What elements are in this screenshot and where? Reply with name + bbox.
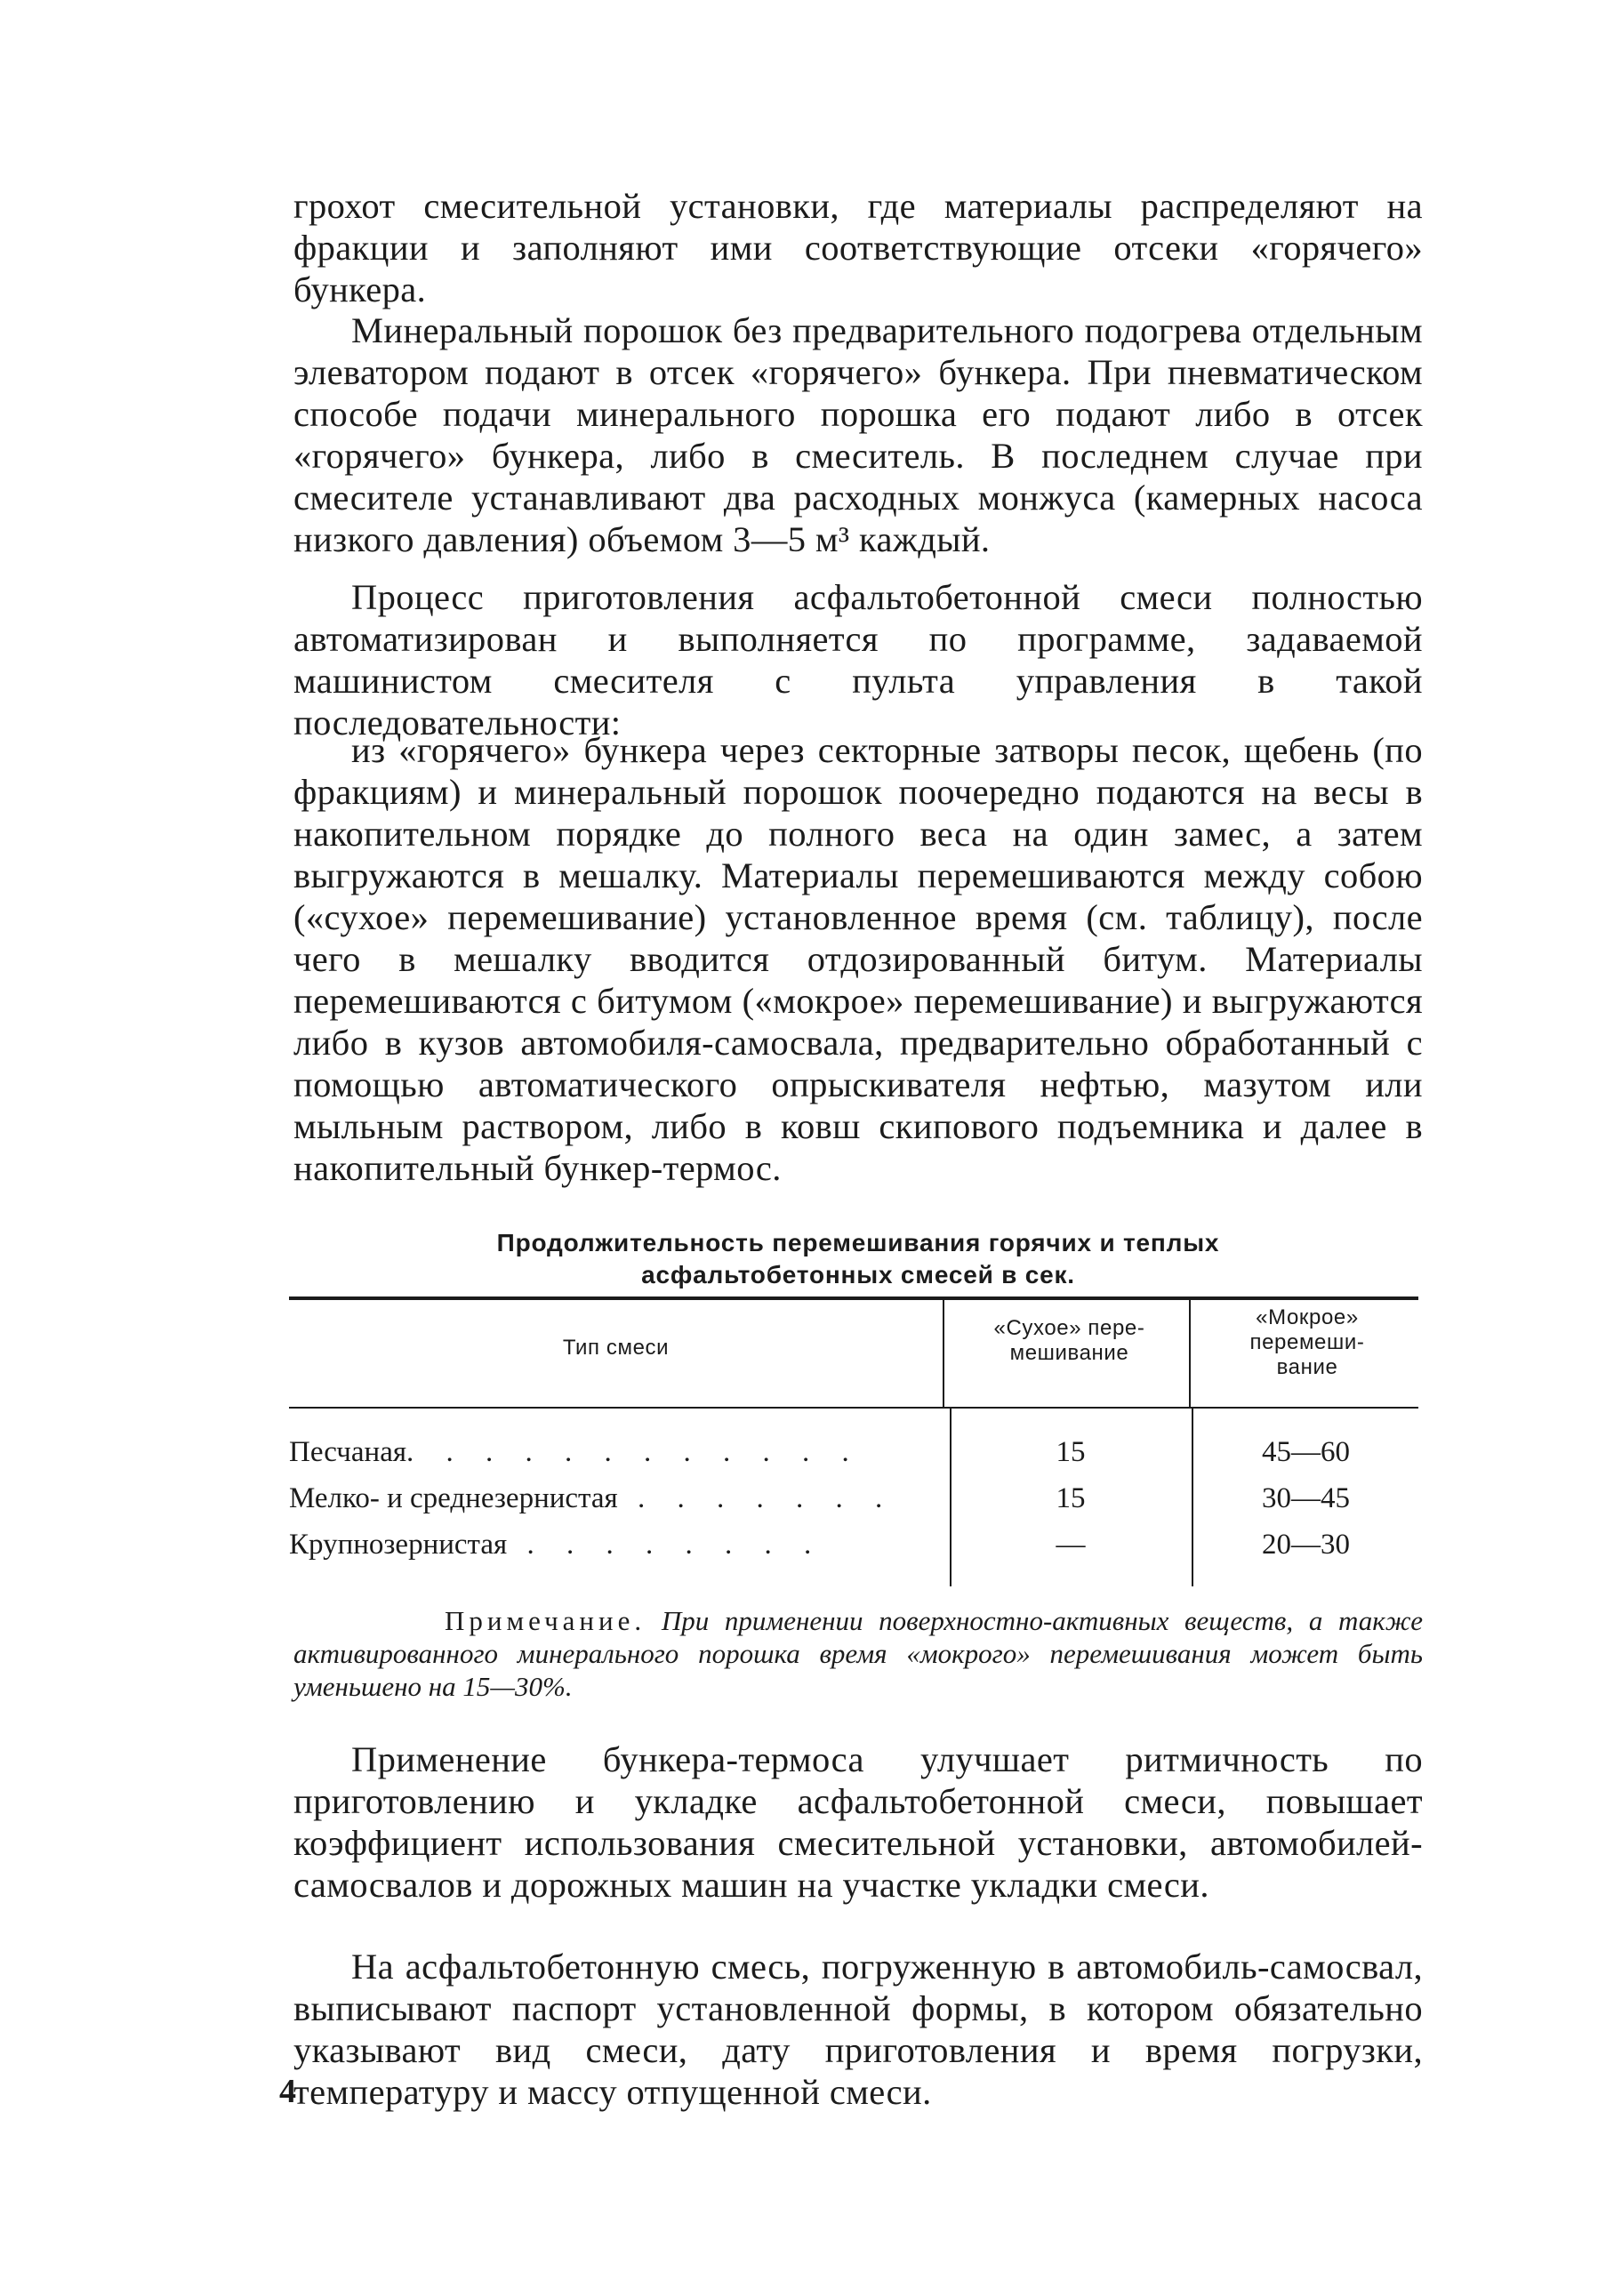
paragraph-passport: На асфальтобетонную смесь, погруженную в автомобиль-самосвал, выписывают паспорт установленной формы, в котором обязательно указывают вид смеси, дату приготовления и время погрузки, температуру и массу отпущенной смеси. xyxy=(293,1947,1423,2112)
table-caption xyxy=(293,1227,1423,1291)
table-row xyxy=(289,1476,1418,1521)
paragraph-mineral-powder: Минеральный порошок без предварительного подогрева отдельным элеватором подают в отсек «горячего» бункера. При пневматическом способе подачи минерального порошка его подают либо в отсек «горячего» бункера, либо в смеситель. В последнем случае при смесителе устанавливают два расходных монжуса (камерных насоса низкого давления) объемом 3—5 м³ каждый. xyxy=(293,310,1423,559)
header-wet-mixing xyxy=(1196,1305,1418,1380)
paragraph-process: Процесс приготовления асфальтобетонной смеси полностью автоматизирован и выполняется по программе, задаваемой машинистом смесителя с пульта управления в такой последовательности: xyxy=(293,577,1423,743)
cell-wet-time: 30—45 xyxy=(1262,1482,1350,1514)
table-column-divider xyxy=(1189,1300,1191,1407)
mix-type-label: Крупнозернистая xyxy=(289,1529,508,1561)
table-column-divider xyxy=(943,1300,944,1407)
header-dry-line: мешивание xyxy=(1009,1341,1129,1365)
paragraph-sequence: из «горячего» бункера через секторные затворы песок, щебень (по фракциям) и минеральный порошок поочередно подаются на весы в накопительном порядке до полного веса на один замес, а затем выгружаются в мешалку. Материалы перемешиваются между собою («сухое» перемешивание) установленное время (см. таблицу), после чего в мешалку вводится отдозированный битум. Материалы перемешиваются с битумом («мокрое» перемешивание) и выгружаются либо в кузов автомобиля-самосвала, предварительно обработанный с помощью автоматического опрыскивателя нефтью, мазутом или мыльным раствором, либо в ковш скипового подъемника и далее в накопительный бункер-термос. xyxy=(293,730,1423,1188)
header-wet-line: «Мокрое» xyxy=(1256,1305,1359,1329)
cell-mix-type xyxy=(289,1430,934,1474)
page-number: 4 xyxy=(279,2073,296,2110)
table-row xyxy=(289,1430,1418,1474)
mixing-duration-table xyxy=(289,1297,1418,1592)
cell-mix-type xyxy=(289,1522,934,1567)
mix-type-label: Мелко- и среднезернистая xyxy=(289,1482,618,1514)
note-text: При применении поверхностно-активных веществ, а также активированного минерального порошка время «мокрого» перемешивания может быть уменьшено на 15—30%. xyxy=(293,1605,1423,1702)
leader-dots: . . . . . . . . . . . . xyxy=(406,1436,862,1468)
cell-mix-type xyxy=(289,1476,934,1521)
cell-dry-time: 15 xyxy=(1056,1436,1086,1468)
header-dry-mixing xyxy=(952,1316,1187,1366)
paragraph-continuation: грохот смесительной установки, где материалы распределяют на фракции и заполняют ими соответствующие отсеки «горячего» бункера. xyxy=(293,186,1423,309)
table-row xyxy=(289,1522,1418,1567)
table-note xyxy=(293,1604,1423,1703)
cell-dry-time: — xyxy=(1056,1529,1086,1561)
header-wet-line: перемеши- xyxy=(1249,1330,1365,1354)
leader-dots: . . . . . . . . xyxy=(507,1529,824,1561)
table-caption-line: асфальтобетонных смесей в сек. xyxy=(641,1261,1075,1288)
table-header-rule xyxy=(289,1407,1418,1409)
cell-wet-time: 45—60 xyxy=(1262,1436,1350,1468)
cell-wet-time: 20—30 xyxy=(1262,1529,1350,1561)
table-caption-line: Продолжительность перемешивания горячих и теплых xyxy=(496,1229,1220,1256)
header-mix-type: Тип смеси xyxy=(562,1336,670,1360)
leader-dots: . . . . . . . xyxy=(617,1482,895,1514)
table-top-rule xyxy=(289,1297,1418,1300)
header-wet-line: вание xyxy=(1276,1355,1338,1379)
cell-dry-time: 15 xyxy=(1056,1482,1086,1514)
header-dry-line: «Сухое» пере- xyxy=(993,1316,1145,1340)
paragraph-bunker-thermos: Применение бункера-термоса улучшает ритмичность по приготовлению и укладке асфальтобетонной смеси, повышает коэффициент использования смесительной установки, автомобилей-самосвалов и дорожных машин на участке укладки смеси. xyxy=(293,1739,1423,1905)
mix-type-label: Песчаная xyxy=(289,1436,407,1468)
note-lead: Примечание. xyxy=(445,1605,646,1636)
